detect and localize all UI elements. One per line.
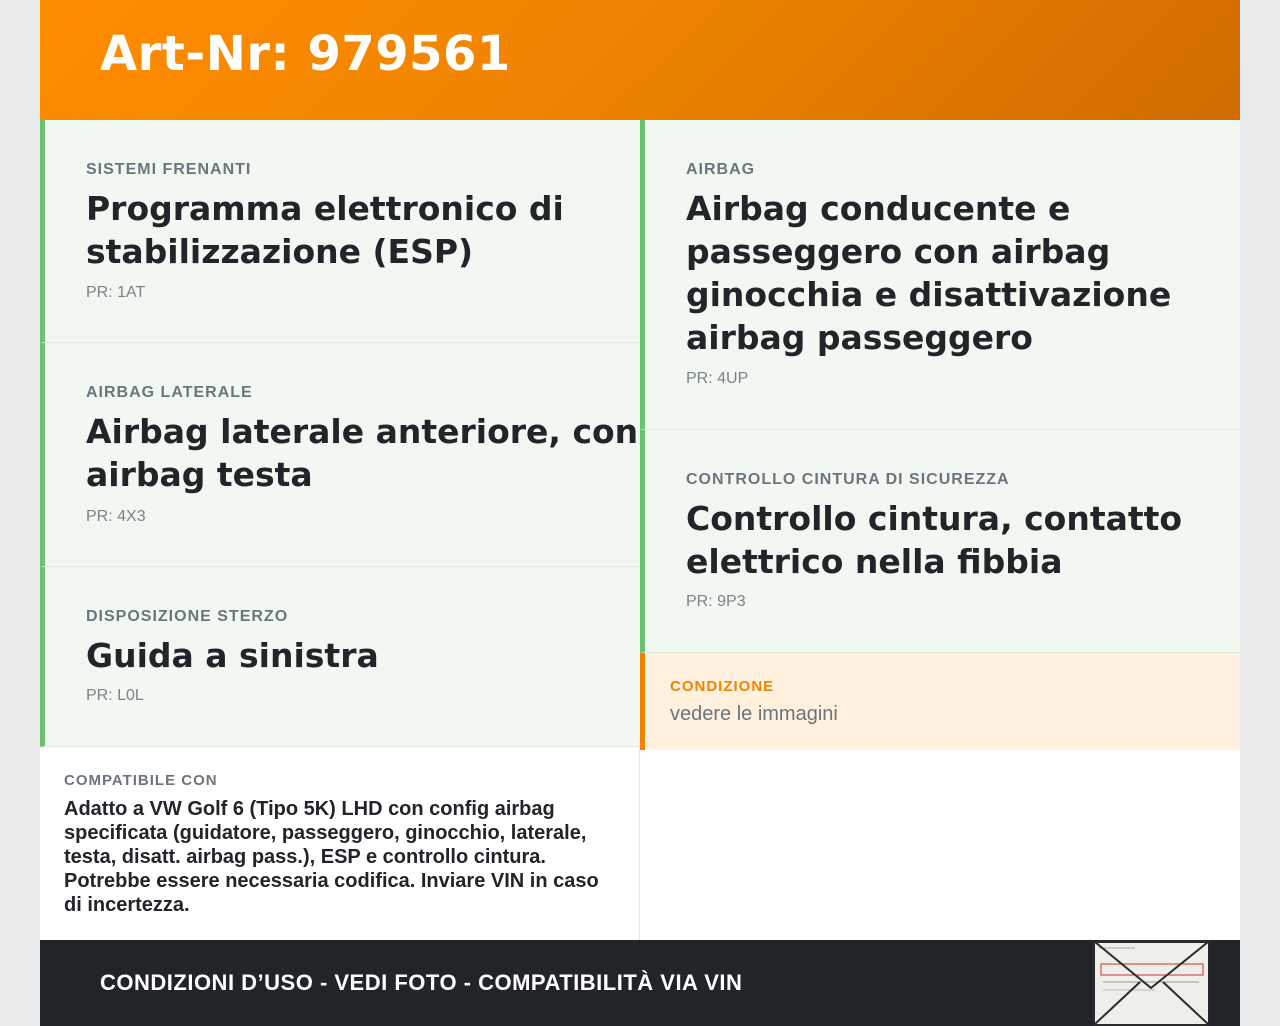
- compatibility-line: Adatto a VW Golf 6 (Tipo 5K) LHD con config airbag: [64, 798, 555, 820]
- card-title: [686, 187, 1171, 359]
- card-title-line: Programma elettronico di: [86, 189, 564, 228]
- feature-card-side-airbag: [40, 343, 640, 567]
- card-title: [86, 634, 379, 677]
- compatibility-line: Potrebbe essere necessaria codifica. Inviare VIN in caso: [64, 870, 599, 892]
- card-title-line: ginocchia e disattivazione: [686, 275, 1172, 314]
- feature-card-esp: [40, 120, 640, 343]
- card-pr-code: PR: L0L: [86, 687, 144, 704]
- card-title-line: Controllo cintura, contatto: [686, 499, 1183, 538]
- compatibility-box: [40, 747, 640, 940]
- card-category: AIRBAG: [686, 161, 756, 178]
- feature-card-steering: [40, 567, 640, 747]
- card-title: [686, 497, 1182, 583]
- compatibility-line: di incertezza.: [64, 894, 190, 916]
- card-category: DISPOSIZIONE STERZO: [86, 608, 289, 625]
- card-title-line: Airbag conducente e: [686, 189, 1071, 228]
- card-pr-code: PR: 4X3: [86, 508, 146, 525]
- compatibility-text: [64, 797, 624, 917]
- card-title-line: Airbag laterale anteriore, con: [86, 412, 639, 451]
- footer-text: CONDIZIONI D’USO - VEDI FOTO - COMPATIBILITÀ VIA VIN: [100, 970, 743, 995]
- condition-label: CONDIZIONE: [670, 678, 775, 695]
- card-title-line: airbag passeggero: [686, 318, 1033, 357]
- feature-card-airbag: [640, 120, 1240, 430]
- card-title-line: elettrico nella fibbia: [686, 542, 1063, 581]
- footer-bar: [40, 940, 1240, 1026]
- card-pr-code: PR: 1AT: [86, 284, 146, 301]
- condition-box: [640, 653, 1240, 750]
- card-pr-code: PR: 4UP: [686, 370, 749, 387]
- card-category: SISTEMI FRENANTI: [86, 161, 252, 178]
- card-pr-code: PR: 9P3: [686, 593, 746, 610]
- compatibility-line: testa, disatt. airbag pass.), ESP e controllo cintura.: [64, 846, 546, 868]
- page-title: Art-Nr: 979561: [100, 26, 511, 82]
- feature-card-seatbelt: [640, 430, 1240, 653]
- card-title: [86, 410, 638, 496]
- label-photo-icon: [1095, 942, 1208, 1024]
- card-category: AIRBAG LATERALE: [86, 384, 253, 401]
- card-title-line: stabilizzazione (ESP): [86, 232, 474, 271]
- condition-value: vedere le immagini: [670, 703, 838, 725]
- card-title-line: passeggero con airbag: [686, 232, 1111, 271]
- compatibility-label: COMPATIBILE CON: [64, 772, 218, 789]
- card-title: [86, 187, 564, 273]
- card-title-line: airbag testa: [86, 455, 313, 494]
- card-title-line: Guida a sinistra: [86, 636, 379, 675]
- product-sheet: [40, 0, 1240, 1026]
- header-bar: [40, 0, 1240, 120]
- label-photo-thumbnail[interactable]: [1093, 940, 1210, 1026]
- compatibility-line: specificata (guidatore, passeggero, ginocchio, laterale,: [64, 822, 587, 844]
- card-category: CONTROLLO CINTURA DI SICUREZZA: [686, 471, 1010, 488]
